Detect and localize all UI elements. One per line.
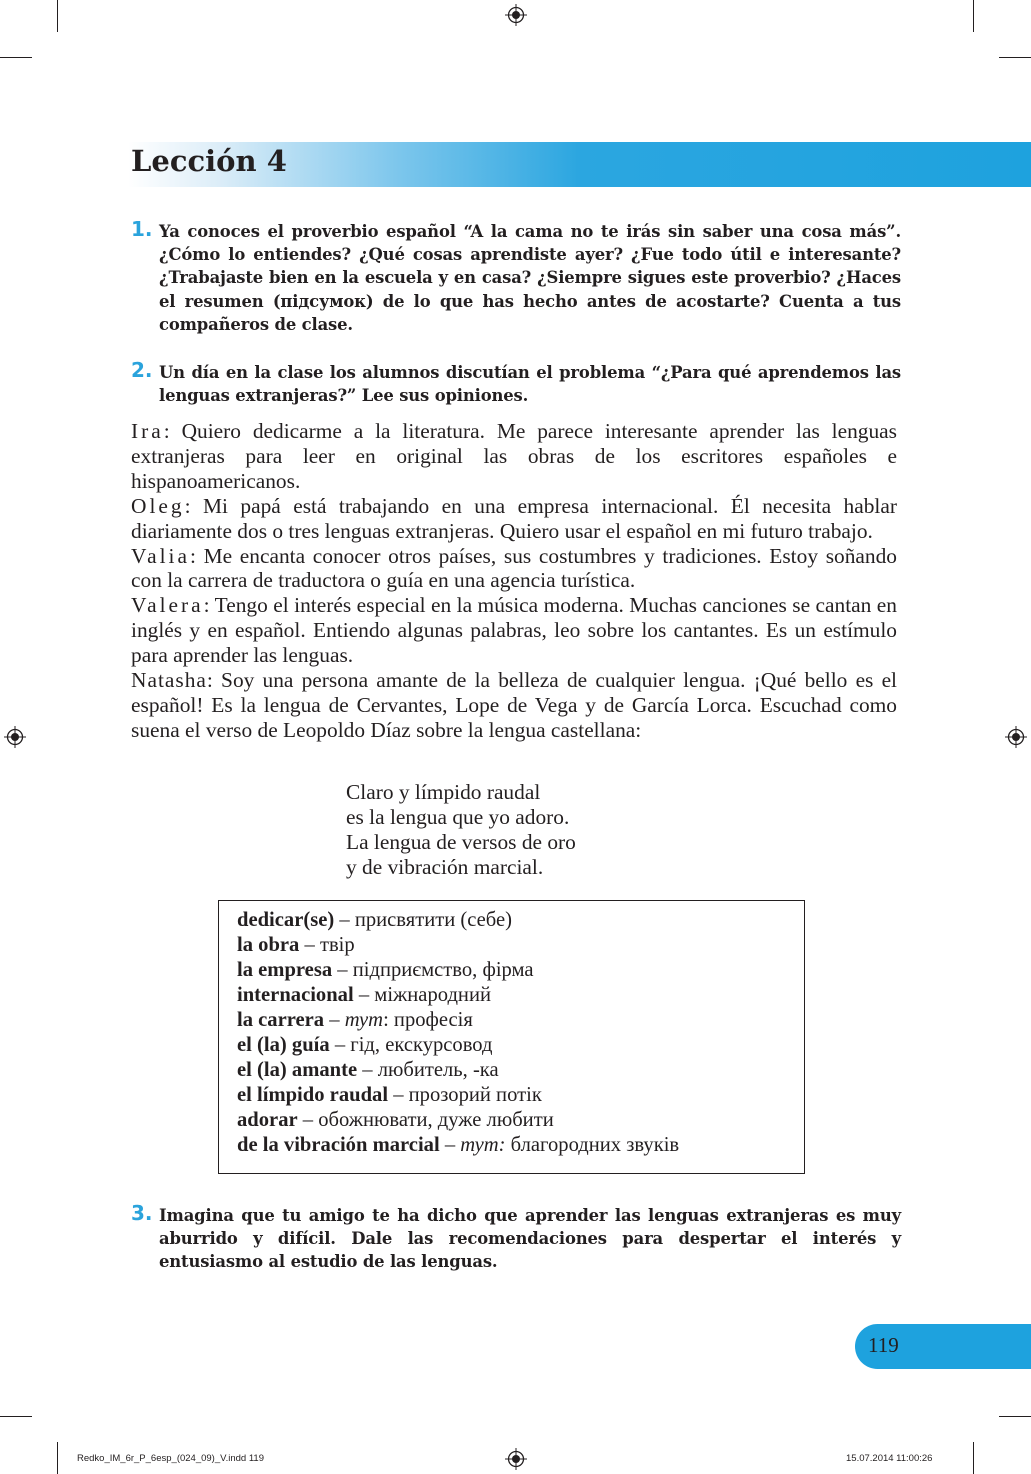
registration-mark-icon <box>1005 726 1027 748</box>
vocabulary-entry <box>237 983 804 1008</box>
vocabulary-translation: прозорий потік <box>408 1084 542 1106</box>
dialogue <box>131 419 897 743</box>
crop-mark <box>57 1442 58 1474</box>
vocabulary-translation: любитель, -ка <box>377 1059 499 1081</box>
crop-mark <box>973 0 974 32</box>
vocabulary-term: de la vibración marcial <box>237 1134 440 1156</box>
poem-line: La lengua de versos de oro <box>346 830 576 854</box>
dialogue-entry <box>131 544 897 594</box>
speaker-text: Soy una persona amante de la belleza de cualquier lengua. ¡Qué bello es el español! Es la lengua de Cervantes, Lope de Vega y de García Lorca. Escuchad como suena el verso de Leopoldo Díaz sobre la lengua castellana: <box>131 668 898 742</box>
vocabulary-entry <box>237 908 804 933</box>
exercise-number: 3. <box>131 1201 153 1225</box>
vocabulary-translation: : професія <box>383 1009 473 1031</box>
speaker-name: Ira <box>131 419 164 443</box>
page-number: 119 <box>868 1333 899 1357</box>
speaker-name: Valera <box>131 593 204 618</box>
dialogue-entry <box>131 668 897 743</box>
vocabulary-dash: – <box>332 959 353 981</box>
vocabulary-term: dedicar(se) <box>237 909 335 931</box>
vocabulary-note: тут: <box>460 1134 506 1156</box>
speaker-separator: : <box>206 668 222 693</box>
exercise-text: Ya conoces el proverbio español “A la cama no te irás sin saber una cosa más”. ¿Cómo lo entiendes? ¿Qué cosas aprendiste ayer? ¿Fue todo útil e interesante? ¿Trabajaste bien en la escuela y en casa? ¿Siempre sigues este proverbio? ¿Haces el resumen (підсумок) de lo que has hecho antes de acostarte? Cuenta a tus compañeros de clase. <box>159 222 901 334</box>
speaker-separator: : <box>184 493 203 518</box>
exercise-2 <box>131 358 901 407</box>
vocabulary-term: la carrera <box>237 1009 325 1031</box>
registration-mark-icon <box>4 726 26 748</box>
exercise-number: 1. <box>131 217 153 241</box>
exercise-3 <box>131 1201 901 1274</box>
crop-mark <box>0 1416 32 1417</box>
crop-mark <box>999 57 1031 58</box>
vocabulary-entry <box>237 1083 804 1108</box>
speaker-separator: : <box>163 419 182 443</box>
speaker-name: Valia <box>131 543 190 568</box>
vocabulary-term: la obra <box>237 934 300 956</box>
dialogue-entry <box>131 593 897 668</box>
vocabulary-entry <box>237 933 804 958</box>
vocabulary-term: el (la) guía <box>237 1034 330 1056</box>
crop-mark <box>999 1416 1031 1417</box>
crop-mark <box>973 1442 974 1474</box>
poem-line: Claro y límpido raudal <box>346 780 541 804</box>
crop-mark <box>57 0 58 32</box>
vocabulary-term: el límpido raudal <box>237 1084 389 1106</box>
vocabulary-entry <box>237 958 804 983</box>
vocabulary-dash: – <box>357 1059 378 1081</box>
exercise-text: Un día en la clase los alumnos discutían el problema “¿Para qué aprendemos las lenguas extranjeras?” Lee sus opiniones. <box>159 363 901 406</box>
vocabulary-dash: – <box>334 909 355 931</box>
vocabulary-dash: – <box>353 984 375 1006</box>
vocabulary-term: internacional <box>237 984 354 1006</box>
vocabulary-translation: присвятити (себе) <box>354 909 513 931</box>
vocabulary-entry <box>237 1133 804 1158</box>
exercise-1 <box>131 217 901 336</box>
vocabulary-note: тут <box>344 1009 384 1031</box>
registration-mark-icon <box>505 1448 527 1470</box>
exercise-number: 2. <box>131 358 153 382</box>
crop-mark <box>0 57 32 58</box>
dialogue-entry <box>131 494 897 544</box>
poem-line: y de vibración marcial. <box>346 855 544 879</box>
vocabulary-translation: гід, екскурсовод <box>350 1034 493 1056</box>
vocabulary-dash: – <box>329 1034 351 1056</box>
poem-line: es la lengua que yo adoro. <box>346 805 570 829</box>
vocabulary-translation: благородних звуків <box>505 1134 680 1156</box>
vocabulary-translation: твір <box>319 934 355 956</box>
poem <box>346 780 576 880</box>
vocabulary-entry <box>237 1033 804 1058</box>
speaker-text: Me encanta conocer otros países, sus costumbres y tradiciones. Estoy soñando con la carrera de traductora o guía en una agencia turística. <box>131 543 897 593</box>
vocabulary-entry <box>237 1058 804 1083</box>
speaker-name: Natasha <box>131 668 207 693</box>
vocabulary-dash: – <box>439 1134 461 1156</box>
vocabulary-translation: підприємство, фірма <box>352 959 534 981</box>
speaker-text: Tengo el interés especial en la música moderna. Muchas canciones se cantan en inglés y en español. Entiendo algunas palabras, leo sobre los cantantes. Es un estímulo para aprender las lenguas. <box>131 593 897 668</box>
footer-file-info: Redko_IM_6r_P_6esp_(024_09)_V.indd 119 <box>77 1453 264 1464</box>
lesson-title: Lección 4 <box>131 144 287 178</box>
vocabulary-entry <box>237 1008 804 1033</box>
footer-datetime: 15.07.2014 11:00:26 <box>846 1453 933 1464</box>
speaker-separator: : <box>203 593 215 618</box>
speaker-text: Quiero dedicarme a la literatura. Me parece interesante aprender las lenguas extranjeras para leer en original las obras de los escritores españoles e hispanoamericanos. <box>131 419 897 493</box>
speaker-name: Oleg <box>131 493 185 518</box>
dialogue-entry <box>131 419 897 494</box>
vocabulary-term: la empresa <box>237 959 333 981</box>
vocabulary-entry <box>237 1108 804 1133</box>
vocabulary-term: el (la) amante <box>237 1059 358 1081</box>
exercise-text: Imagina que tu amigo te ha dicho que aprender las lenguas extranjeras es muy aburrido y difícil. Dale las recomendaciones para despertar el interés y entusiasmo al estudio de las lenguas. <box>159 1206 901 1272</box>
vocabulary-box <box>218 900 805 1174</box>
vocabulary-dash: – <box>297 1109 319 1131</box>
vocabulary-term: adorar <box>237 1109 298 1131</box>
registration-mark-icon <box>505 4 527 26</box>
vocabulary-translation: міжнародний <box>374 984 491 1006</box>
speaker-text: Mi papá está trabajando en una empresa internacional. Él necesita hablar diariamente dos o tres lenguas extranjeras. Quiero usar el español en mi futuro trabajo. <box>131 493 897 543</box>
vocabulary-dash: – <box>324 1009 345 1031</box>
vocabulary-dash: – <box>299 934 320 956</box>
vocabulary-dash: – <box>388 1084 409 1106</box>
speaker-separator: : <box>189 543 204 568</box>
vocabulary-translation: обожнювати, дуже любити <box>318 1109 554 1131</box>
